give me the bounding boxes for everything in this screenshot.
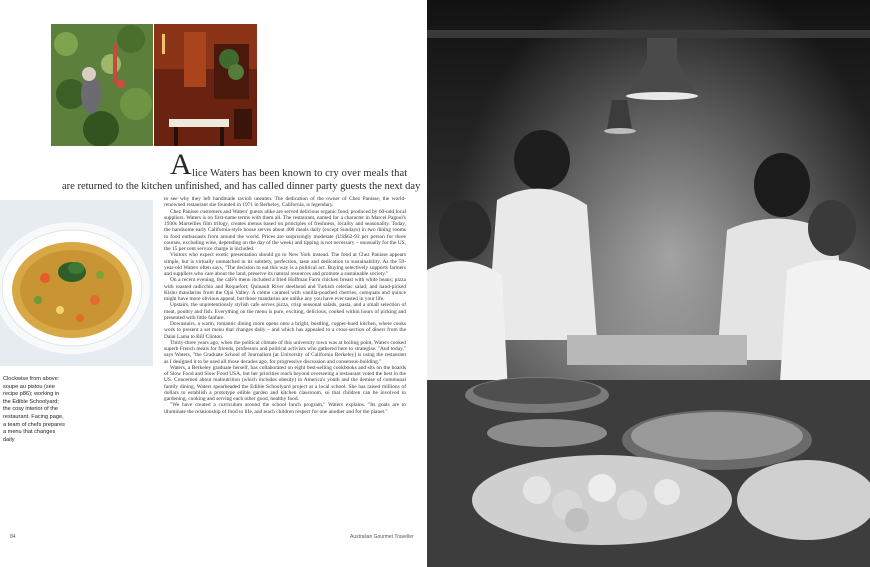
soup-photo xyxy=(0,200,153,366)
kitchen-photo xyxy=(427,0,870,567)
publication-name: Australian Gourmet Traveller xyxy=(350,534,414,540)
garden-photo xyxy=(51,24,153,146)
body-paragraph: Thirty-three years ago, when the political climate of this university town was at boiling point, Waters cooked superb French meals for friends, professors and political activists who gathered here to strategise. "And today," says Waters, "the Graduate School of Journalism [at University of California Berkeley] is using the restaurant as I designed it to be used all those decades ago, for progressive discussion and consensus-building." xyxy=(164,339,406,365)
restaurant-interior-photo xyxy=(154,24,257,146)
article-body xyxy=(164,196,406,415)
body-paragraph: Downstairs, a warm, romantic dining room opens onto a bright, bustling, copper-hued kitchen, where cooks work to present a set menu that changes daily – and which has appealed to a cross-section of diners from the Dalai Lama to Bill Clinton. xyxy=(164,321,406,340)
body-paragraph: to see why they left handmade ravioli uneaten. The dedication of the owner of Chez Panisse, the world-renowned restaurant she founded in 1971 in Berkeley, California, is legendary. xyxy=(164,196,406,209)
body-paragraph: Chez Panisse customers and Waters' guests alike are served delicious organic food, produced by 60-odd local suppliers. Waters is on first-name terms with them all. The restaurant, named for a character in Marcel Pagnol's 1930s Marseilles film trilogy, creates menus based on principles of freshness, locality and seasonality. Today, the handsome early California-style house serves about 400 meals daily (except Sundays) in two dining rooms to food enthusiasts from around the world. Prices are surprisingly moderate (US$62-93 per person for three courses, excluding wine, depending on the day of the week) and tipping is not necessary – unusually for the US, the 15 per cent service charge is included. xyxy=(164,208,406,252)
body-paragraph: "We have created a curriculum around the school lunch program," Waters explains. "Its goals are to illuminate the relationship of food to life, and teach children respect for one another and for the planet." xyxy=(164,402,406,415)
body-paragraph: On a recent evening, the café's menu included a fried Hoffman Farm chicken breast with white beans; pizza with roasted radicchio and Roquefort; Quinault River steelhead and Turkish celeriac salad; and hand-picked Kishu mandarins from the Ojai Valley. A crème caramel with vanilla-poached cherries, cumquats and quince might have more obvious appeal, but those mandarins are unlike any you have ever tasted in your life. xyxy=(164,277,406,302)
left-page xyxy=(0,0,427,567)
drop-cap: A xyxy=(170,148,192,181)
deck-line-1: lice Waters has been known to cry over meals that xyxy=(192,168,408,179)
deck-line-2: are returned to the kitchen unfinished, and has called dinner party guests the next day xyxy=(62,181,421,192)
body-paragraph: Waters, a Berkeley graduate herself, has collaborated on eight best-selling cookbooks and sits on the boards of Slow Food and Slow Food USA, but her priorities reach beyond overseeing a restaurant voted the best in the US. Concerned about malnutrition (which includes obesity) in America's youth and the demise of communal family dining, Waters spearheaded the Edible Schoolyard project at a local school. She has raised millions of dollars to establish a prototype edible garden and kitchen classroom, so that children can be involved in gardening, cooking and serving each other good, healthy food. xyxy=(164,364,406,402)
photo-caption: Clockwise from above: soupe au pistou (see recipe p86); working in the Edible Schoolyard; the cosy interior of the restaurant. Facing page, a team of chefs prepares a menu that changes daily xyxy=(3,376,65,443)
page-number: 84 xyxy=(10,534,16,540)
body-paragraph: Visitors who expect exotic presentation should go to New York instead. The food at Chez Panisse appears simple, but is virtually unmatched in its subtlety, perfection, taste and dedication to sustainability. As the 59-year-old Waters often says, "The decision to eat this way is a political act. Buying selectively supports farmers and suppliers who care about the land, preserve its natural resources and promote a sustainable society." xyxy=(164,252,406,277)
body-paragraph: Upstairs, the unpretentiously stylish cafe serves pizza, crisp seasonal salads, pasta, and a small selection of meat, poultry and fish. Everything on the menu is pure, exciting, delicious, cooked within hours of picking and presented with little fanfare. xyxy=(164,302,406,321)
